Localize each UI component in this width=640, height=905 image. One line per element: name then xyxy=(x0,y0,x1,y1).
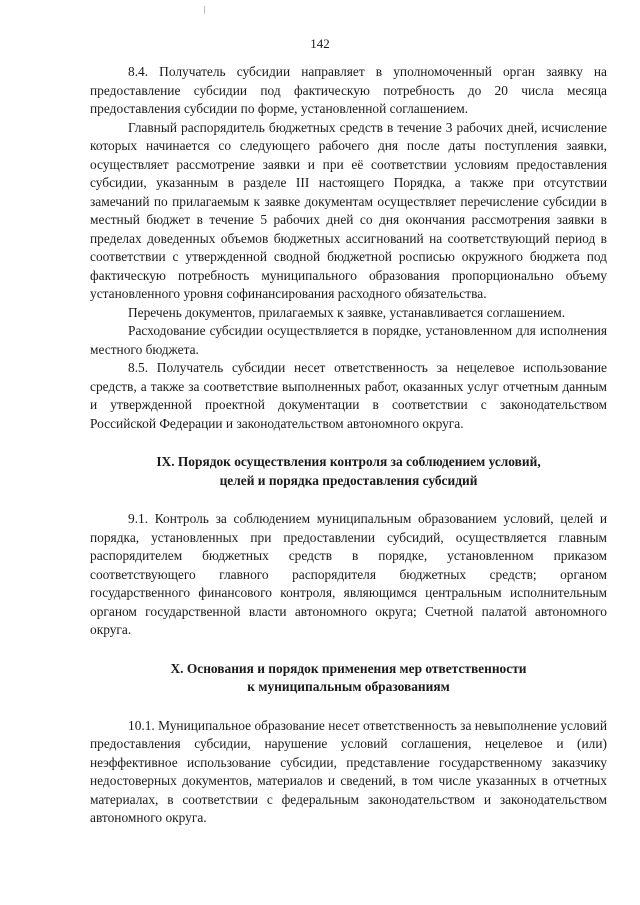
section-heading-x xyxy=(90,660,607,697)
paragraph-8-4: 8.4. Получатель субсидии направляет в уполномоченный орган заявку на предоставление субсидии под фактическую потребность до 20 числа месяца предоставления субсидии по форме, установленной соглашением. xyxy=(90,64,607,116)
paragraph-8-5: 8.5. Получатель субсидии несет ответственность за нецелевое использование средств, а также за соответствие выполненных работ, оказанных услуг отчетным данным и утвержденной проектной документации в соответствии с законодательством Российской Федерации и законодательством автономного округа. xyxy=(90,360,607,431)
section-heading-x-line-1: X. Основания и порядок применения мер ответственности xyxy=(170,660,527,676)
paragraph-main-distributor: Главный распорядитель бюджетных средств в течение 3 рабочих дней, исчисление которых начинается со следующего рабочего дня после даты поступления заявки, осуществляет рассмотрение заявки и при её соответствии условиям предоставления субсидии, указанным в разделе III настоящего Порядка, а также при отсутствии замечаний по прилагаемым к заявке документам осуществляет перечисление субсидии в местный бюджет в течение 5 рабочих дней со дня окончания рассмотрения заявки в пределах доведенных объемов бюджетных ассигнований на соответствующий период в соответствии с утвержденной сводной бюджетной росписью окружного бюджета под фактическую потребность муниципального образования пропорционально объему установленного уровня софинансирования расходного обязательства. xyxy=(90,119,607,301)
scan-mark xyxy=(204,6,205,14)
paragraph-document-list: Перечень документов, прилагаемых к заявке, устанавливается соглашением. xyxy=(128,304,566,320)
section-heading-x-line-2: к муниципальным образованиям xyxy=(247,679,450,694)
paragraph-spending: Расходование субсидии осуществляется в порядке, установленном для исполнения местного бюджета. xyxy=(90,323,607,357)
page-number: 142 xyxy=(310,36,330,51)
paragraph-9-1: 9.1. Контроль за соблюдением муниципальным образованием условий, целей и порядка, установленных при предоставлении субсидий, осуществляется главным распорядителем бюджетных средств в порядке, установленном приказом соответствующего главного распорядителя бюджетных средств; органом государственного финансового контроля, являющимся центральным исполнительным органом государственной власти автономного округа; Счетной палатой автономного округа. xyxy=(90,511,607,637)
section-heading-ix-line-1: IX. Порядок осуществления контроля за соблюдением условий, xyxy=(156,454,541,469)
section-heading-ix xyxy=(90,453,607,490)
section-heading-ix-line-2: целей и порядка предоставления субсидий xyxy=(219,472,478,488)
paragraph-10-1: 10.1. Муниципальное образование несет ответственность за невыполнение условий предоставления субсидии, нарушение условий соглашения, нецелевое и (или) неэффективное использование субсидии, представление государственному заказчику недостоверных документов, материалов и сведений, в том числе указанных в отчетных материалах, в соответствии с федеральным законодательством и законодательством автономного округа. xyxy=(90,717,607,825)
document-body xyxy=(90,63,607,828)
